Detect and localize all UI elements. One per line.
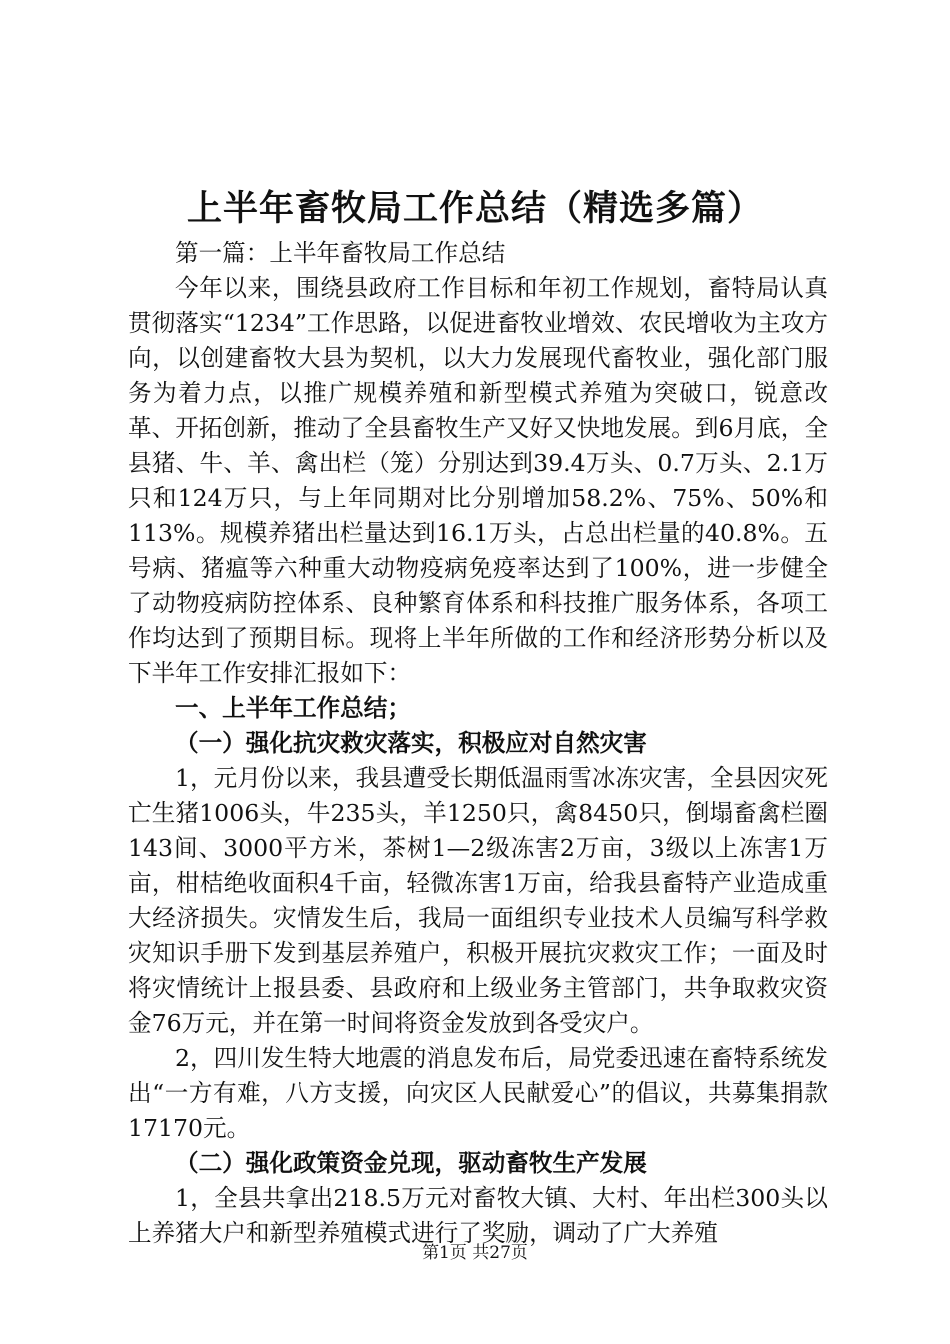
document-title: 上半年畜牧局工作总结（精选多篇） [186,189,763,229]
page-footer: 第1页 共27页 [422,1243,528,1263]
subheading: （一）强化抗灾救灾落实，积极应对自然灾害 [175,729,647,757]
subheading: （二）强化政策资金兑现，驱动畜牧生产发展 [175,1149,647,1177]
paragraph: 1，全县共拿出218.5万元对畜牧大镇、大村、年出栏300头以上养猪大户和新型养殖模式进行了奖励，调动了广大养殖 [128,1184,828,1247]
paragraph: 1，元月份以来，我县遭受长期低温雨雪冰冻灾害，全县因灾死亡生猪1006头，牛235头，羊1250只，禽8450只，倒塌畜禽栏圈143间、3000平方米，茶树1—2级冻害2万亩，3级以上冻害1万亩，柑桔绝收面积4千亩，轻微冻害1万亩，给我县畜特产业造成重大经济损失。灾情发生后，我局一面组织专业技术人员编写科学救灾知识手册下发到基层养殖户，积极开展抗灾救灾工作；一面及时将灾情统计上报县委、县政府和上级业务主管部门，共争取救灾资金76万元，并在第一时间将资金发放到各受灾户。 [128,764,828,1037]
document-body [128,236,828,1251]
section-title: 第一篇：上半年畜牧局工作总结 [175,239,506,267]
paragraph: 今年以来，围绕县政府工作目标和年初工作规划，畜特局认真贯彻落实“1234”工作思路，以促进畜牧业增效、农民增收为主攻方向，以创建畜牧大县为契机，以大力发展现代畜牧业，强化部门服务为着力点，以推广规模养殖和新型模式养殖为突破口，锐意改革、开拓创新，推动了全县畜牧生产又好又快地发展。到6月底，全县猪、牛、羊、禽出栏（笼）分别达到39.4万头、0.7万头、2.1万只和124万只，与上年同期对比分别增加58.2%、75%、50%和113%。规模养猪出栏量达到16.1万头，占总出栏量的40.8%。五号病、猪瘟等六种重大动物疫病免疫率达到了100%，进一步健全了动物疫病防控体系、良种繁育体系和科技推广服务体系，各项工作均达到了预期目标。现将上半年所做的工作和经济形势分析以及下半年工作安排汇报如下： [128,274,828,687]
paragraph: 2，四川发生特大地震的消息发布后，局党委迅速在畜特系统发出“一方有难，八方支援，向灾区人民献爱心”的倡议，共募集捐款17170元。 [128,1044,828,1142]
heading: 一、上半年工作总结； [175,694,411,722]
